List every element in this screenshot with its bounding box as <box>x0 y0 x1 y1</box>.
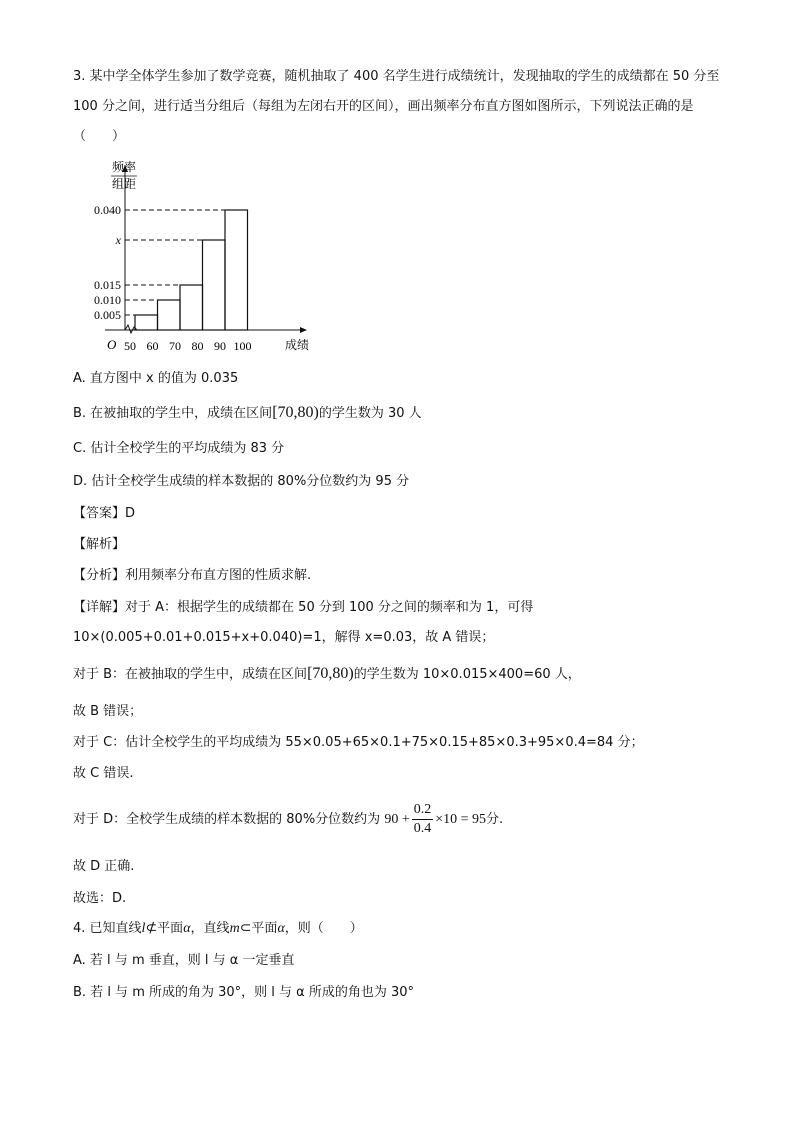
q3-stem: 3. 某中学全体学生参加了数学竞赛，随机抽取了 400 名学生进行成绩统计，发现抽取的学生的成绩都在 50 分至 100 分之间，进行适当分组后（每组为左闭右开的区间），画出频率分布直方图如图所示，下列说法正确的是（ ） <box>73 69 720 144</box>
frequency-histogram <box>75 155 315 360</box>
q3-option-d: D. 估计全校学生成绩的样本数据的 80%分位数约为 95 分 <box>73 474 410 489</box>
hist-bar-70-80 <box>180 285 203 330</box>
hist-bar-80-90 <box>203 240 226 330</box>
detail-d-line1: 对于 D：全校学生成绩的样本数据的 80%分位数约为 90 + $\frac{0.2}{0.4}$ ×10 = 95分. <box>73 802 504 836</box>
detail-b-line2: 故 B 错误； <box>73 704 143 719</box>
q4-option-b: B. 若 l 与 m 所成的角为 30°，则 l 与 α 所成的角也为 30° <box>73 985 415 1000</box>
hist-bar-50-60 <box>135 315 158 330</box>
x-axis-arrow <box>300 327 307 333</box>
hist-bar-90-100 <box>225 210 248 330</box>
choose-line: 故选：D. <box>73 891 127 906</box>
x-tick-label-100: 100 <box>233 339 252 353</box>
interval-70-80: [70,80) <box>272 404 319 421</box>
detail-b-line1: 对于 B：在被抽取的学生中，成绩在区间[70,80)的学生数为 10×0.015×400=60 人， <box>73 665 581 682</box>
detail-a-line2: 10×(0.005+0.01+0.015+x+0.040)=1，解得 x=0.03，故 A 错误； <box>73 630 495 645</box>
detail-c-line2: 故 C 错误. <box>73 766 134 781</box>
x-tick-label-80: 80 <box>191 339 204 353</box>
detail-c-line1: 对于 C：估计全校学生的平均成绩为 55×0.05+65×0.1+75×0.15+85×0.3+95×0.4=84 分； <box>73 735 644 750</box>
fenxi-line: 【分析】利用频率分布直方图的性质求解. <box>73 568 312 583</box>
detail-a-line1: 【详解】对于 A：根据学生的成绩都在 50 分到 100 分之间的频率和为 1，可得 <box>73 600 534 615</box>
y-tick-label-0: 0.005 <box>94 308 121 322</box>
x-tick-label-90: 90 <box>214 339 226 353</box>
y-tick-label-4: 0.040 <box>94 203 121 217</box>
detail-d-line2: 故 D 正确. <box>73 859 135 874</box>
hist-bar-60-70 <box>158 300 181 330</box>
x-tick-label-70: 70 <box>169 339 181 353</box>
q3-option-a: A. 直方图中 x 的值为 0.035 <box>73 371 239 386</box>
q3-option-c: C. 估计全校学生的平均成绩为 83 分 <box>73 441 285 456</box>
q4-stem: 4. 已知直线l⊄平面α，直线m⊂平面α，则（ ） <box>73 921 363 936</box>
y-tick-label-3: x <box>115 233 121 247</box>
y-tick-label-1: 0.010 <box>94 293 121 307</box>
x-axis-label: 成绩 <box>285 338 310 352</box>
q4-option-a: A. 若 l 与 m 垂直，则 l 与 α 一定垂直 <box>73 953 295 968</box>
q3-option-b: B. 在被抽取的学生中，成绩在区间[70,80)的学生数为 30 人 <box>73 404 422 421</box>
y-label-top: 频率 <box>111 160 137 174</box>
y-tick-label-2: 0.015 <box>94 278 121 292</box>
analysis-heading: 【解析】 <box>73 537 126 552</box>
answer-line: 【答案】D <box>73 506 136 521</box>
origin-label: O <box>107 337 117 352</box>
x-tick-label-50: 50 <box>124 339 136 353</box>
x-tick-label-60: 60 <box>146 339 159 353</box>
fraction-0.2-over-0.4: $\frac{0.2}{0.4}$ <box>413 802 432 836</box>
y-label-bottom: 组距 <box>111 177 137 191</box>
